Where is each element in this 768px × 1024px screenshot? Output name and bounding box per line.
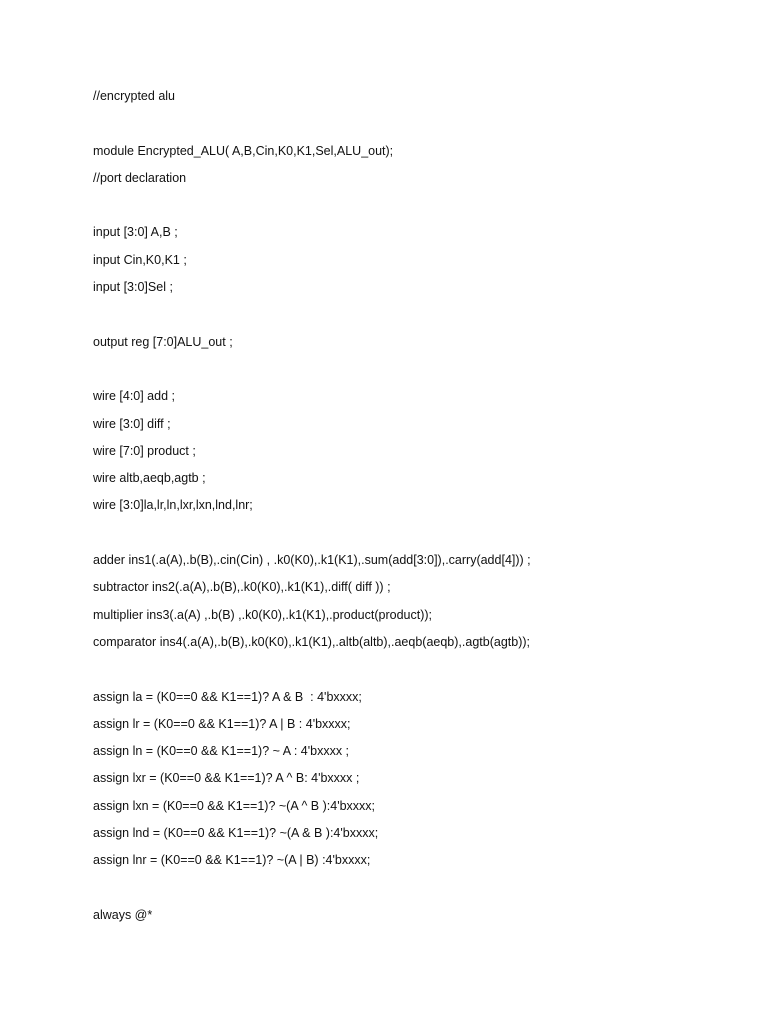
code-line: wire [4:0] add ; [93,389,175,404]
code-line: assign lr = (K0==0 && K1==1)? A | B : 4'bxxxx; [93,716,351,731]
blank-line [93,359,753,386]
code-line: assign ln = (K0==0 && K1==1)? ~ A : 4'bxxxx ; [93,744,350,759]
code-line: assign lnd = (K0==0 && K1==1)? ~(A & B ):4'bxxxx; [93,826,379,841]
code-line: wire [7:0] product ; [93,443,196,458]
code-line: output reg [7:0]ALU_out ; [93,334,233,349]
blank-line [93,659,753,686]
code-listing [93,86,753,932]
blank-line [93,523,753,550]
blank-line [93,113,753,140]
code-line: always @* [93,907,153,922]
code-line: input Cin,K0,K1 ; [93,252,187,267]
code-line: //port declaration [93,170,187,185]
code-line: multiplier ins3(.a(A) ,.b(B) ,.k0(K0),.k1(K1),.product(product)); [93,607,432,622]
blank-line [93,304,753,331]
code-line: assign lnr = (K0==0 && K1==1)? ~(A | B) :4'bxxxx; [93,853,371,868]
code-line: //encrypted alu [93,89,175,103]
code-line: wire [3:0] diff ; [93,416,171,431]
code-line: module Encrypted_ALU( A,B,Cin,K0,K1,Sel,ALU_out); [93,143,394,158]
code-line: wire altb,aeqb,agtb ; [93,471,206,486]
blank-line [93,195,753,222]
code-line: assign la = (K0==0 && K1==1)? A & B : 4'bxxxx; [93,689,362,704]
code-line: input [3:0]Sel ; [93,280,173,295]
code-line: wire [3:0]la,lr,ln,lxr,lxn,lnd,lnr; [93,498,253,513]
code-line: input [3:0] A,B ; [93,225,178,240]
code-line: adder ins1(.a(A),.b(B),.cin(Cin) , .k0(K0),.k1(K1),.sum(add[3:0]),.carry(add[4])) ; [93,553,531,568]
blank-line [93,878,753,905]
code-line: assign lxr = (K0==0 && K1==1)? A ^ B: 4'bxxxx ; [93,771,360,786]
code-line: comparator ins4(.a(A),.b(B),.k0(K0),.k1(K1),.altb(altb),.aeqb(aeqb),.agtb(agtb)); [93,634,530,649]
code-line: assign lxn = (K0==0 && K1==1)? ~(A ^ B ):4'bxxxx; [93,798,376,813]
code-line: subtractor ins2(.a(A),.b(B),.k0(K0),.k1(K1),.diff( diff )) ; [93,580,391,595]
